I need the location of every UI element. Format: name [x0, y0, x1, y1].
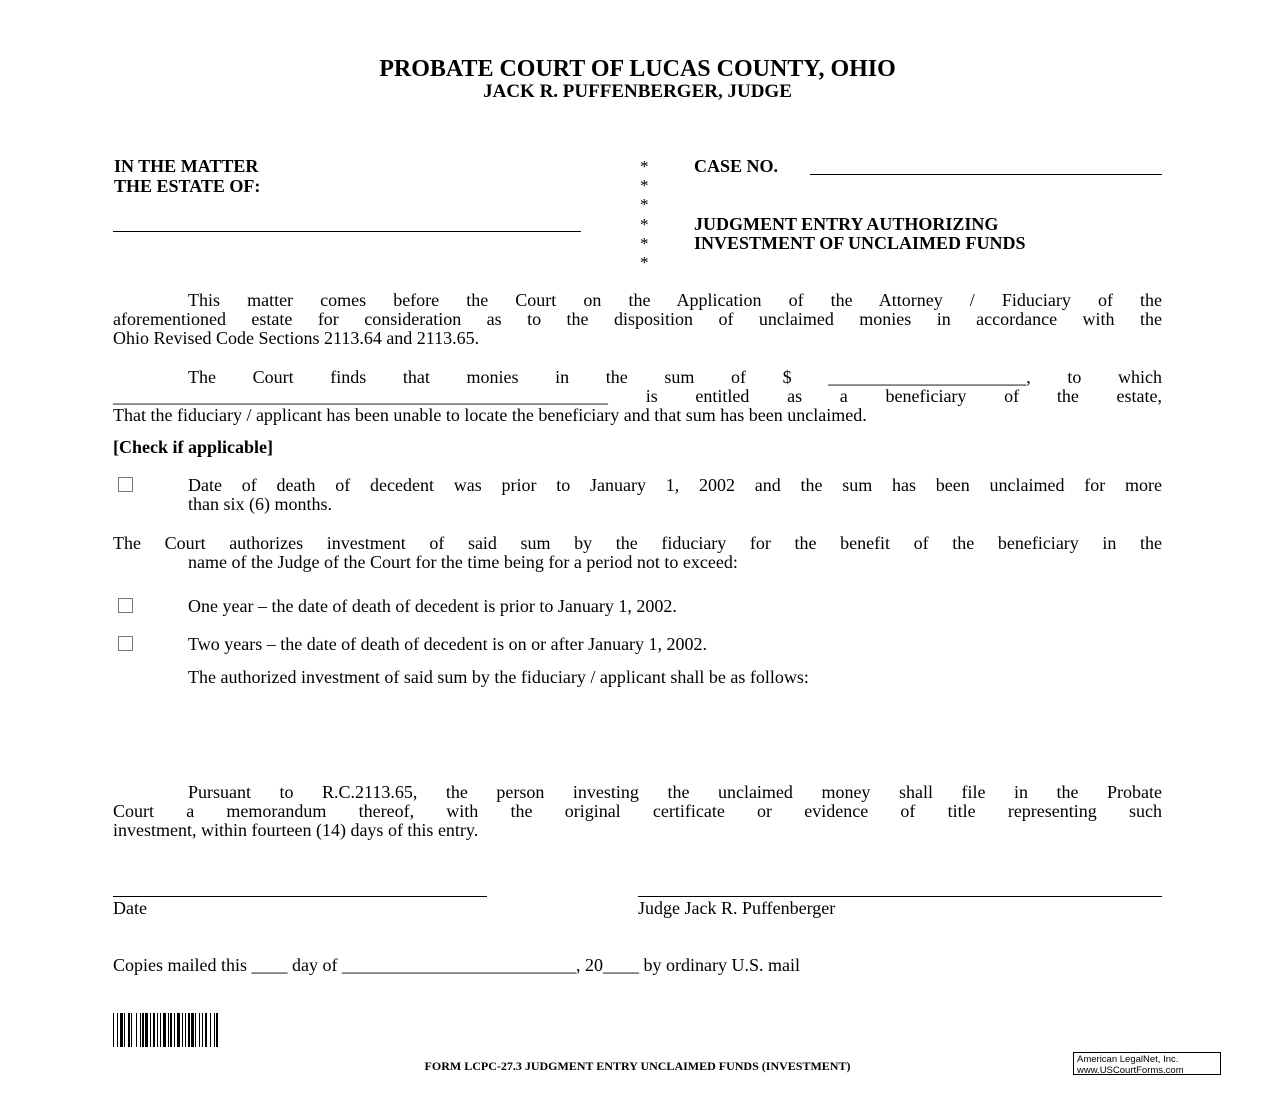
barcode [113, 1013, 319, 1047]
court-title: PROBATE COURT OF LUCAS COUNTY, OHIO [379, 56, 896, 82]
pursuant-line1: Pursuant to R.C.2113.65, the person investing the unclaimed money shall file in the Probate [188, 782, 1162, 802]
investment-line: The authorized investment of said sum by the fiduciary / applicant shall be as follows: [188, 667, 809, 687]
option1-checkbox[interactable] [118, 477, 133, 492]
para2-line2: _______________________________________________________ is entitled as a beneficiary of the estate, [113, 386, 1162, 406]
matter-line1: IN THE MATTER [114, 156, 259, 176]
authorize-line2: name of the Judge of the Court for the time being for a period not to exceed: [188, 552, 738, 572]
authorize-line1: The Court authorizes investment of said sum by the fiduciary for the benefit of the beneficiary in the [113, 533, 1162, 553]
vendor-name: American LegalNet, Inc. [1077, 1054, 1179, 1065]
matter-line2: THE ESTATE OF: [114, 176, 261, 196]
option1-line2: than six (6) months. [188, 494, 332, 514]
entry-title-line1: JUDGMENT ENTRY AUTHORIZING [694, 214, 999, 234]
option1-line1: Date of death of decedent was prior to January 1, 2002 and the sum has been unclaimed for more [188, 475, 1162, 495]
option3-label: Two years – the date of death of decedent is on or after January 1, 2002. [188, 634, 708, 654]
estate-name-field[interactable] [113, 231, 581, 232]
case-no-label: CASE NO. [694, 156, 779, 176]
form-footer: FORM LCPC-27.3 JUDGMENT ENTRY UNCLAIMED FUNDS (INVESTMENT) [424, 1059, 851, 1073]
judge-signature-line[interactable] [638, 896, 1162, 897]
date-signature-line[interactable] [113, 896, 487, 897]
entry-title-line2: INVESTMENT OF UNCLAIMED FUNDS [694, 233, 1026, 253]
para1-line1: This matter comes before the Court on the Application of the Attorney / Fiduciary of the [188, 290, 1162, 310]
caption-star: * [640, 234, 649, 253]
caption-star: * [640, 176, 649, 195]
vendor-box [1073, 1052, 1221, 1075]
para2-line1: The Court finds that monies in the sum of $ ______________________, to which [188, 367, 1162, 387]
barcode-bar [218, 1013, 219, 1047]
para1-line3: Ohio Revised Code Sections 2113.64 and 2113.65. [113, 328, 480, 348]
para2-line3: That the fiduciary / applicant has been unable to locate the beneficiary and that sum has been unclaimed. [113, 405, 867, 425]
para1-line2: aforementioned estate for consideration as to the disposition of unclaimed monies in accordance with the [113, 309, 1162, 329]
judge-name: JACK R. PUFFENBERGER, JUDGE [483, 81, 792, 102]
option2-checkbox[interactable] [118, 598, 133, 613]
check-heading: [Check if applicable] [113, 437, 273, 457]
pursuant-line3: investment, within fourteen (14) days of this entry. [113, 820, 479, 840]
caption-star: * [640, 215, 649, 234]
case-no-field[interactable] [810, 174, 1162, 175]
judge-label: Judge Jack R. Puffenberger [638, 898, 836, 918]
date-label: Date [113, 898, 147, 918]
vendor-url: www.USCourtForms.com [1077, 1065, 1184, 1076]
pursuant-line2: Court a memorandum thereof, with the original certificate or evidence of title representing such [113, 801, 1162, 821]
option3-checkbox[interactable] [118, 636, 133, 651]
caption-star: * [640, 157, 649, 176]
caption-star: * [640, 195, 649, 214]
option2-label: One year – the date of death of decedent is prior to January 1, 2002. [188, 596, 677, 616]
copies-mailed-line: Copies mailed this ____ day of __________________________, 20____ by ordinary U.S. mail [113, 955, 800, 975]
caption-star: * [640, 253, 649, 272]
